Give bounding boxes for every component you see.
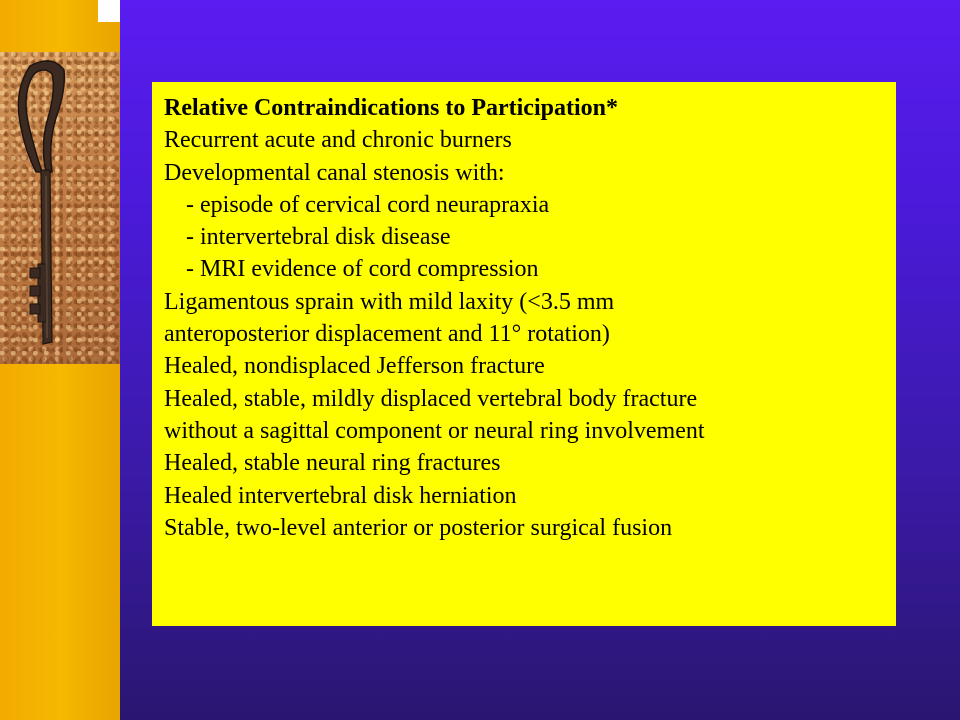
contraindication-line: Healed, stable, mildly displaced vertebral body fracture	[164, 385, 698, 412]
contraindication-line: without a sagittal component or neural ring involvement	[164, 417, 705, 444]
contraindications-list	[164, 124, 896, 544]
contraindication-line: Ligamentous sprain with mild laxity (<3.5 mm	[164, 288, 615, 315]
corner-square-decoration	[98, 0, 120, 22]
contraindication-line: anteroposterior displacement and 11° rotation)	[164, 321, 610, 348]
contraindication-line: Healed intervertebral disk herniation	[164, 482, 517, 509]
contraindication-line: Stable, two-level anterior or posterior surgical fusion	[164, 514, 673, 541]
contraindication-line: Healed, stable neural ring fractures	[164, 450, 501, 477]
contraindication-line: Healed, nondisplaced Jefferson fracture	[164, 353, 545, 380]
contraindication-line: Developmental canal stenosis with:	[164, 159, 505, 186]
contraindication-line: - episode of cervical cord neurapraxia	[186, 191, 550, 218]
slide-title: Relative Contraindications to Participation*	[164, 95, 618, 121]
antique-key-photo-icon	[0, 52, 120, 364]
contraindications-text-box	[152, 82, 896, 626]
contraindication-line: - MRI evidence of cord compression	[186, 256, 539, 283]
contraindication-line: Recurrent acute and chronic burners	[164, 127, 512, 154]
contraindication-line: - intervertebral disk disease	[186, 224, 451, 251]
